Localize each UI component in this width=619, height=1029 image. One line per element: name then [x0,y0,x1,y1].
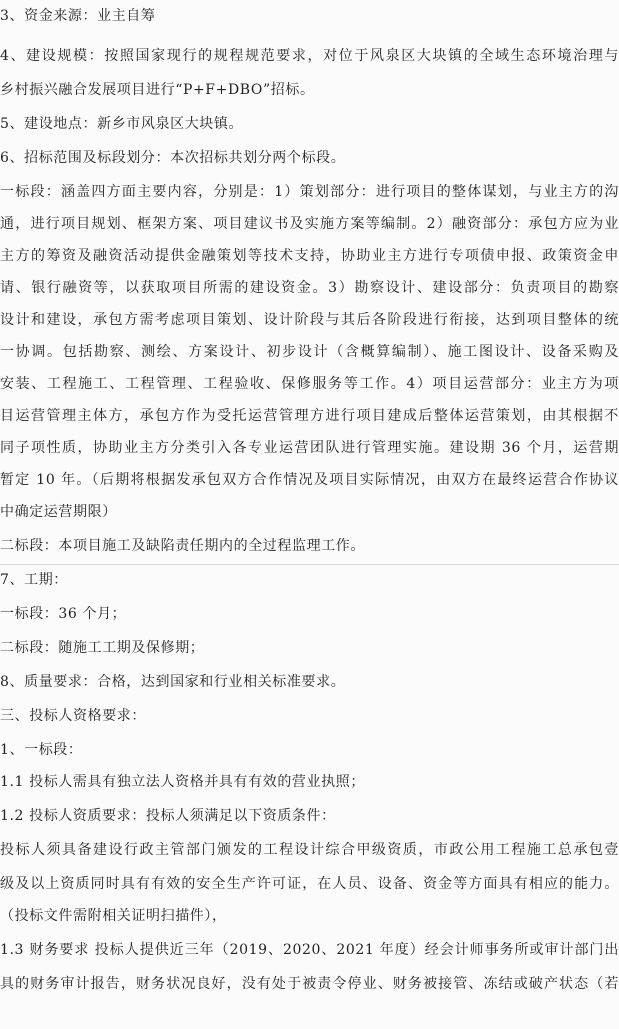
text-line: 二标段：随施工工期及保修期； [0,640,205,656]
text-line: 1.3 财务要求 投标人提供近三年（2019、2020、2021 年度）经会计师事务所或审计部门出 [0,942,619,958]
text-line: 一标段：36 个月； [0,606,127,622]
text-line: 乡村振兴融合发展项目进行“P+F+DBO”招标。 [0,82,315,98]
text-line: 二标段：本项目施工及缺陷责任期内的全过程监理工作。 [0,538,365,554]
text-line: 8、质量要求：合格，达到国家和行业相关标准要求。 [0,674,346,690]
text-line: 同子项性质，协助业主方分类引入各专业运营团队进行管理实施。建设期 36 个月，运营期 [0,440,619,456]
text-line: 6、招标范围及标段划分：本次招标共划分两个标段。 [0,150,346,166]
text-line: 目运营管理主体方，承包方作为受托运营管理方进行项目建成后整体运营策划，由其根据不 [0,408,619,424]
text-line: 1、一标段： [0,742,83,758]
text-line: 通，进行项目规划、框架方案、项目建议书及实施方案等编制。2）融资部分：承包方应为业 [0,216,619,232]
divider [0,564,619,565]
text-line: 安装、工程施工、工程管理、工程验收、保修服务等工作。4）项目运营部分：业主方为项 [0,376,619,392]
text-line: 1.2 投标人资质要求：投标人须满足以下资质条件： [0,808,336,824]
text-line: 具的财务审计报告，财务状况良好，没有处于被责令停业、财务被接管、冻结或破产状态（若 [0,976,619,992]
text-line: 一标段：涵盖四方面主要内容，分别是：1）策划部分：进行项目的整体谋划，与业主方的沟 [0,184,619,200]
text-line: 投标人须具备建设行政主管部门颁发的工程设计综合甲级资质，市政公用工程施工总承包壹 [0,842,619,858]
text-line: 请、银行融资等，以获取项目所需的建设资金。3）勘察设计、建设部分：负责项目的勘察 [0,280,619,296]
text-line: 设计和建设，承包方需考虑项目策划、设计阶段与其后各阶段进行衔接，达到项目整体的统 [0,312,619,328]
text-line: 7、工期： [0,572,68,588]
text-line: 5、建设地点：新乡市风泉区大块镇。 [0,116,244,132]
text-line: 1.1 投标人需具有独立法人资格并具有有效的营业执照； [0,774,365,790]
text-line: 暂定 10 年。（后期将根据发承包双方合作情况及项目实际情况，由双方在最终运营合作协议 [0,472,619,488]
text-line: 主方的筹资及融资活动提供金融策划等技术支持，协助业主方进行专项债申报、政策资金申 [0,248,619,264]
text-line: （投标文件需附相关证明扫描件）， [0,908,227,924]
text-line: 4、建设规模：按照国家现行的规程规范要求，对位于风泉区大块镇的全域生态环境治理与 [0,48,619,64]
text-line: 中确定运营期限） [0,504,117,520]
text-line: 三、投标人资格要求： [0,708,146,724]
text-line: 级及以上资质同时具有有效的安全生产许可证，在人员、设备、资金等方面具有相应的能力。 [0,876,619,892]
text-line: 3、资金来源：业主自筹 [0,8,156,24]
text-line: 一协调。包括勘察、测绘、方案设计、初步设计（含概算编制）、施工图设计、设备采购及 [0,344,619,360]
